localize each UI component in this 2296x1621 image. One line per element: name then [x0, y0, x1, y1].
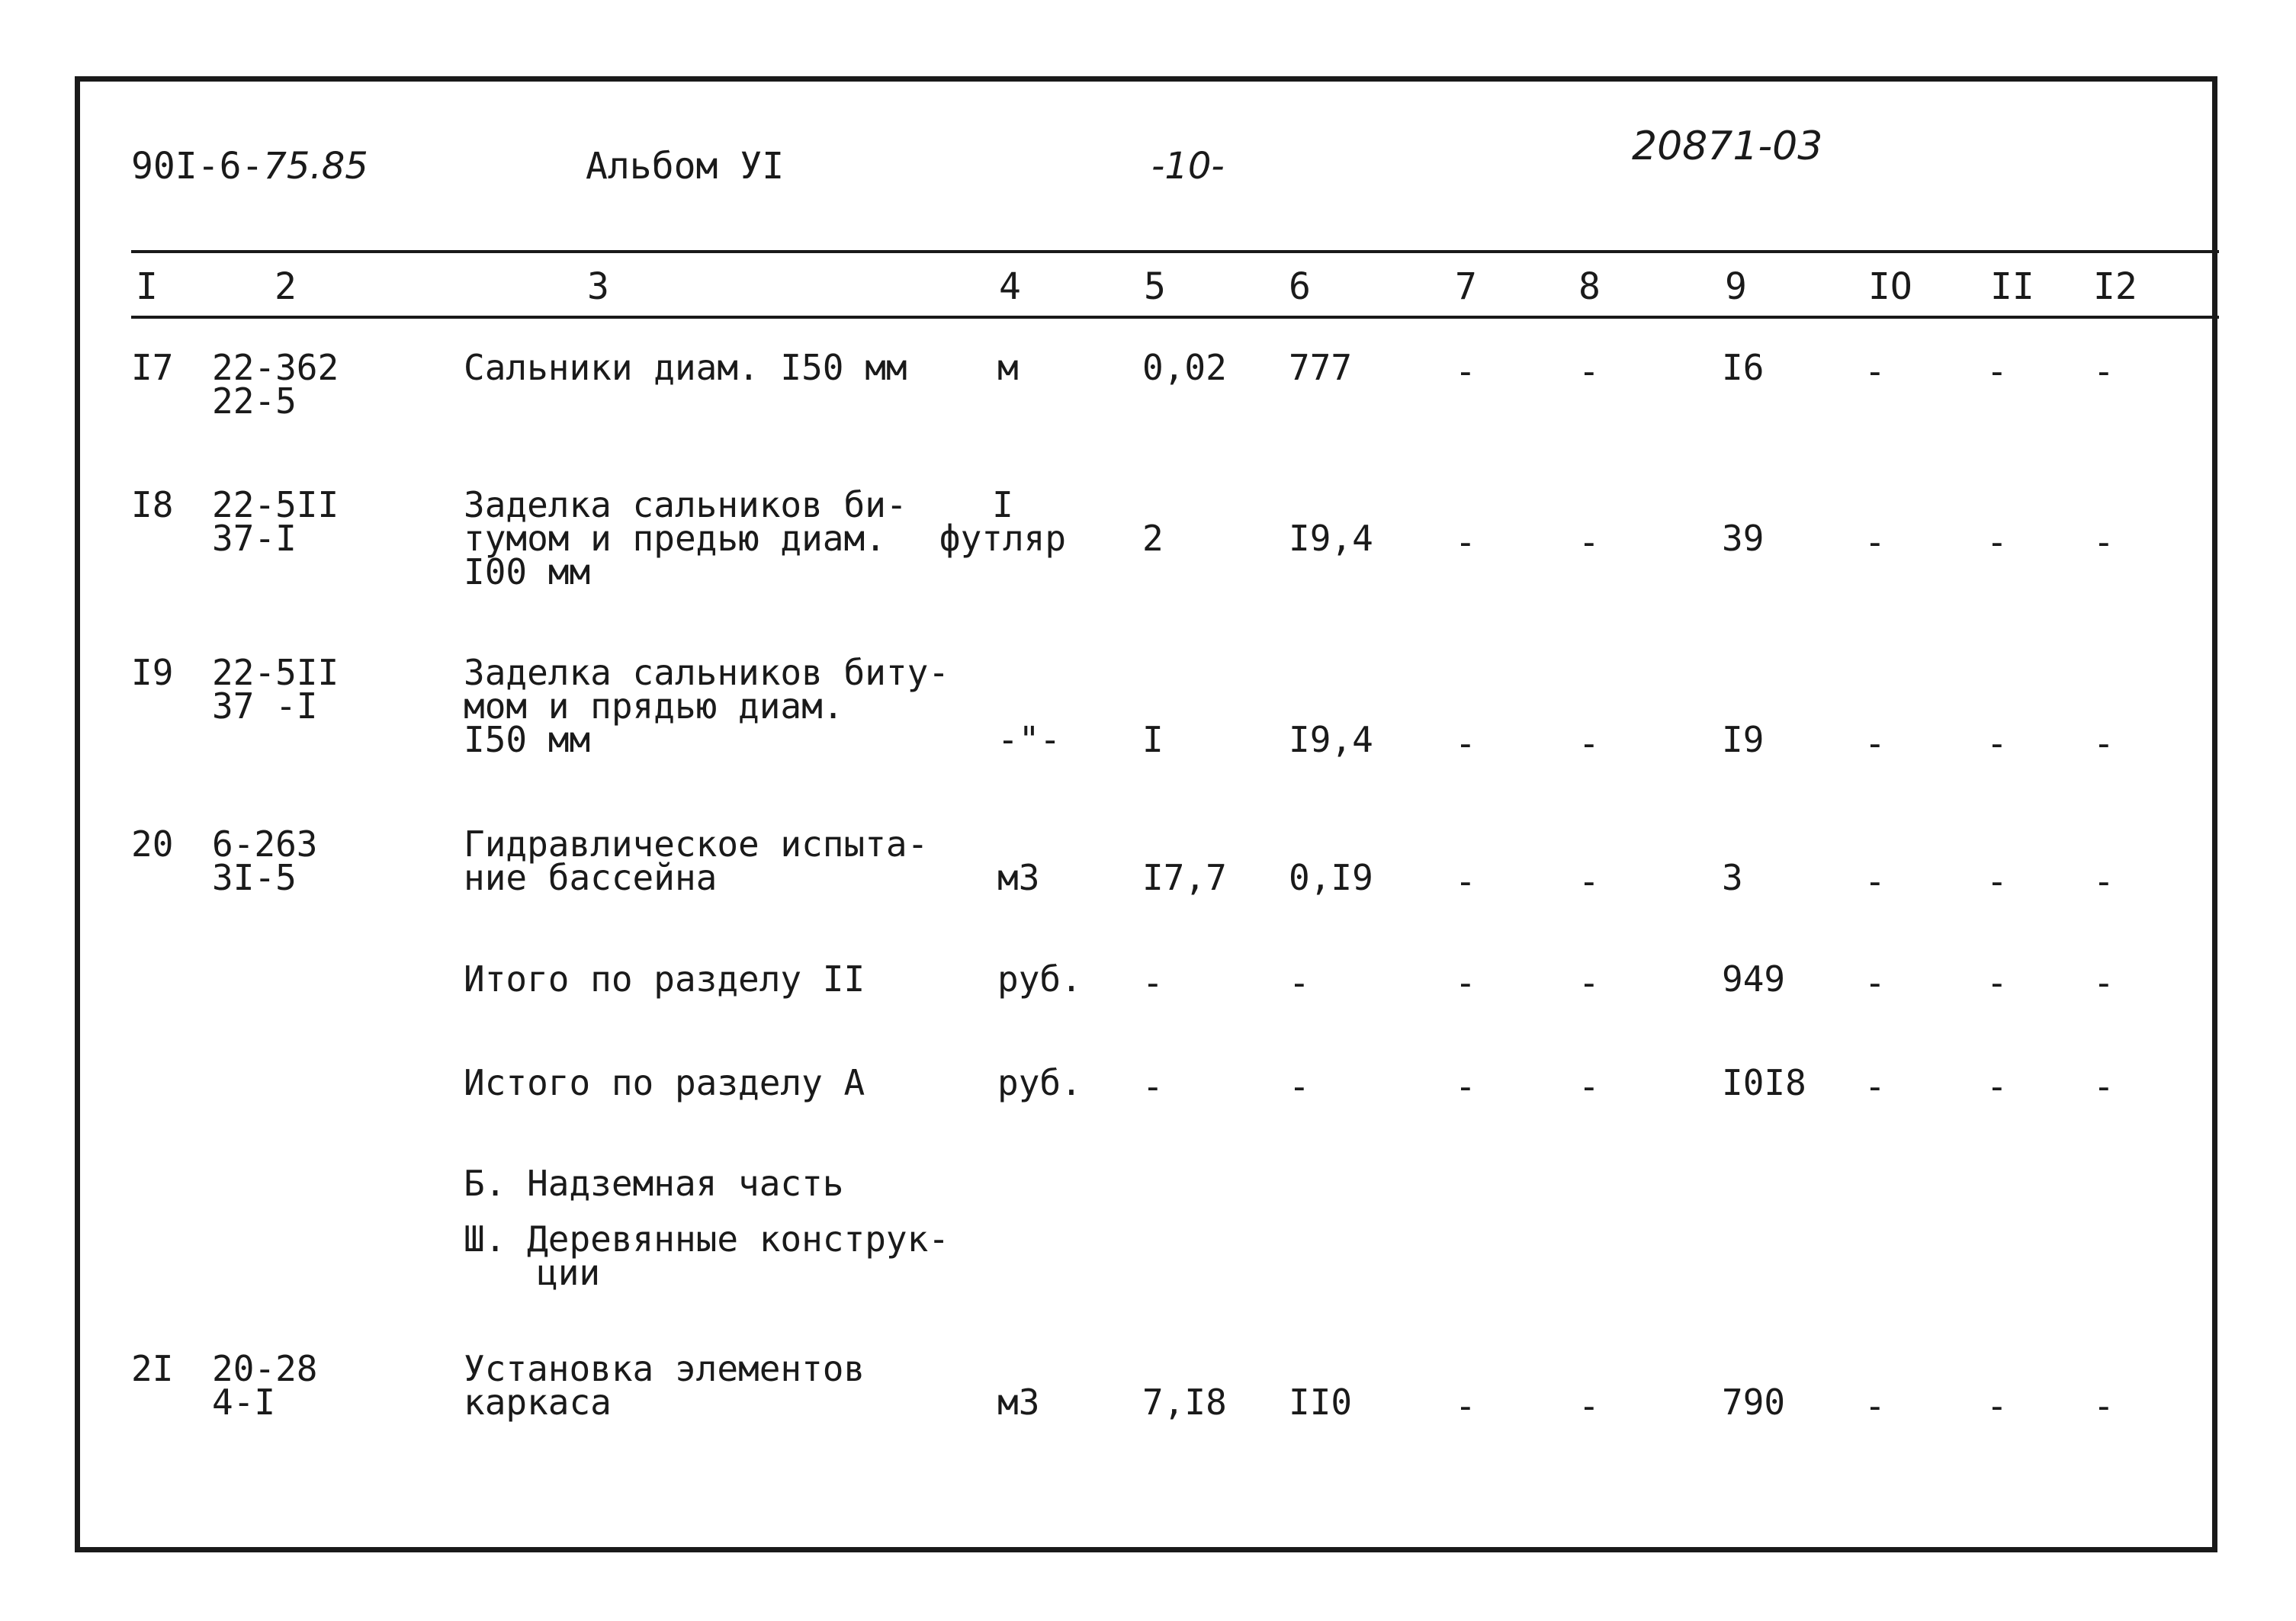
- unit-cost: -: [1289, 962, 1310, 1003]
- archive-number: 20871-03: [1632, 124, 1823, 169]
- unit: м3: [997, 1382, 1040, 1423]
- col-header-6: 6: [1289, 265, 1311, 308]
- col-11-value: -: [1986, 861, 2008, 902]
- col-12-value: -: [2093, 351, 2115, 392]
- col-header-11: II: [1990, 265, 2034, 308]
- unit-cost: -: [1289, 1066, 1310, 1107]
- quantity: 2: [1142, 518, 1164, 559]
- album-label: Альбом УI: [586, 145, 785, 188]
- col-8-value: -: [1578, 861, 1600, 902]
- col-10-value: -: [1864, 1066, 1886, 1107]
- col-8-value: -: [1578, 351, 1600, 392]
- norm-code: 22-5II 37 -I: [212, 652, 339, 727]
- section-heading-wooden-structures: Ш. Деревянные конструк- ции: [464, 1218, 949, 1293]
- quantity: -: [1142, 962, 1164, 1003]
- unit-cost: I9,4: [1289, 719, 1373, 760]
- col-header-10: IO: [1868, 265, 1912, 308]
- unit: I футляр: [939, 484, 1067, 559]
- col-12-value: -: [2093, 861, 2115, 902]
- col-8-value: -: [1578, 962, 1600, 1003]
- norm-code: 20-28 4-I: [212, 1348, 318, 1423]
- col-7-value: -: [1455, 1066, 1476, 1107]
- norm-code: 22-362 22-5: [212, 347, 339, 422]
- unit: руб.: [997, 1062, 1082, 1103]
- col-11-value: -: [1986, 1385, 2008, 1427]
- row-number: 2I: [131, 1348, 174, 1389]
- work-description: Заделка сальников би- тумом и предью диам. I00 мм: [464, 484, 907, 592]
- col-11-value: -: [1986, 1066, 2008, 1107]
- col-10-value: -: [1864, 522, 1886, 563]
- unit-cost: I9,4: [1289, 518, 1373, 559]
- col-12-value: -: [2093, 1066, 2115, 1107]
- col-10-value: -: [1864, 351, 1886, 392]
- document-code: [131, 145, 368, 188]
- col-header-8: 8: [1578, 265, 1601, 308]
- total-cost: 3: [1722, 857, 1743, 898]
- quantity: 0,02: [1142, 347, 1227, 388]
- page-number: -10-: [1151, 145, 1225, 188]
- quantity: I7,7: [1142, 857, 1227, 898]
- col-8-value: -: [1578, 723, 1600, 764]
- col-header-9: 9: [1725, 265, 1747, 308]
- quantity: I: [1142, 719, 1164, 760]
- col-header-2: 2: [275, 265, 297, 308]
- header-rule-top: [131, 250, 2219, 253]
- col-8-value: -: [1578, 522, 1600, 563]
- work-description: Сальники диам. I50 мм: [464, 347, 907, 388]
- row-number: I7: [131, 347, 174, 388]
- total-cost: 790: [1722, 1382, 1786, 1423]
- subtotal-label: Итого по разделу II: [464, 958, 865, 1000]
- unit-cost: II0: [1289, 1382, 1353, 1423]
- quantity: 7,I8: [1142, 1382, 1227, 1423]
- col-header-1: I: [136, 265, 158, 308]
- col-12-value: -: [2093, 962, 2115, 1003]
- header-rule-bottom: [131, 316, 2219, 319]
- col-header-4: 4: [999, 265, 1021, 308]
- unit-cost: 777: [1289, 347, 1353, 388]
- col-7-value: -: [1455, 962, 1476, 1003]
- col-12-value: -: [2093, 723, 2115, 764]
- total-cost: I6: [1722, 347, 1765, 388]
- unit: м3: [997, 857, 1040, 898]
- row-number: 20: [131, 823, 174, 865]
- col-7-value: -: [1455, 861, 1476, 902]
- work-description: Заделка сальников биту- мом и прядью диам. I50 мм: [464, 652, 949, 760]
- col-10-value: -: [1864, 962, 1886, 1003]
- col-8-value: -: [1578, 1066, 1600, 1107]
- subtotal-label: Истого по разделу А: [464, 1062, 865, 1103]
- row-number: I9: [131, 652, 174, 693]
- total-cost: 39: [1722, 518, 1765, 559]
- col-header-5: 5: [1144, 265, 1166, 308]
- col-header-12: I2: [2093, 265, 2137, 308]
- work-description: Установка элементов каркаса: [464, 1348, 865, 1423]
- quantity: -: [1142, 1066, 1164, 1107]
- col-7-value: -: [1455, 522, 1476, 563]
- document-code-prefix: 90I-6-: [131, 145, 264, 188]
- col-7-value: -: [1455, 1385, 1476, 1427]
- col-11-value: -: [1986, 962, 2008, 1003]
- col-12-value: -: [2093, 522, 2115, 563]
- section-heading-above-ground: Б. Надземная часть: [464, 1163, 844, 1204]
- col-10-value: -: [1864, 1385, 1886, 1427]
- unit: -"-: [997, 719, 1061, 760]
- col-12-value: -: [2093, 1385, 2115, 1427]
- col-10-value: -: [1864, 861, 1886, 902]
- unit-cost: 0,I9: [1289, 857, 1373, 898]
- col-header-7: 7: [1455, 265, 1477, 308]
- total-cost: 949: [1722, 958, 1786, 1000]
- col-11-value: -: [1986, 522, 2008, 563]
- document-code-handwritten: 75.85: [263, 145, 368, 188]
- unit: руб.: [997, 958, 1082, 1000]
- col-header-3: 3: [587, 265, 609, 308]
- col-8-value: -: [1578, 1385, 1600, 1427]
- col-7-value: -: [1455, 723, 1476, 764]
- norm-code: 22-5II 37-I: [212, 484, 339, 559]
- col-11-value: -: [1986, 351, 2008, 392]
- total-cost: I0I8: [1722, 1062, 1806, 1103]
- col-10-value: -: [1864, 723, 1886, 764]
- work-description: Гидравлическое испыта- ние бассейна: [464, 823, 929, 898]
- row-number: I8: [131, 484, 174, 525]
- unit: м: [997, 347, 1019, 388]
- total-cost: I9: [1722, 719, 1765, 760]
- col-7-value: -: [1455, 351, 1476, 392]
- col-11-value: -: [1986, 723, 2008, 764]
- norm-code: 6-263 3I-5: [212, 823, 318, 898]
